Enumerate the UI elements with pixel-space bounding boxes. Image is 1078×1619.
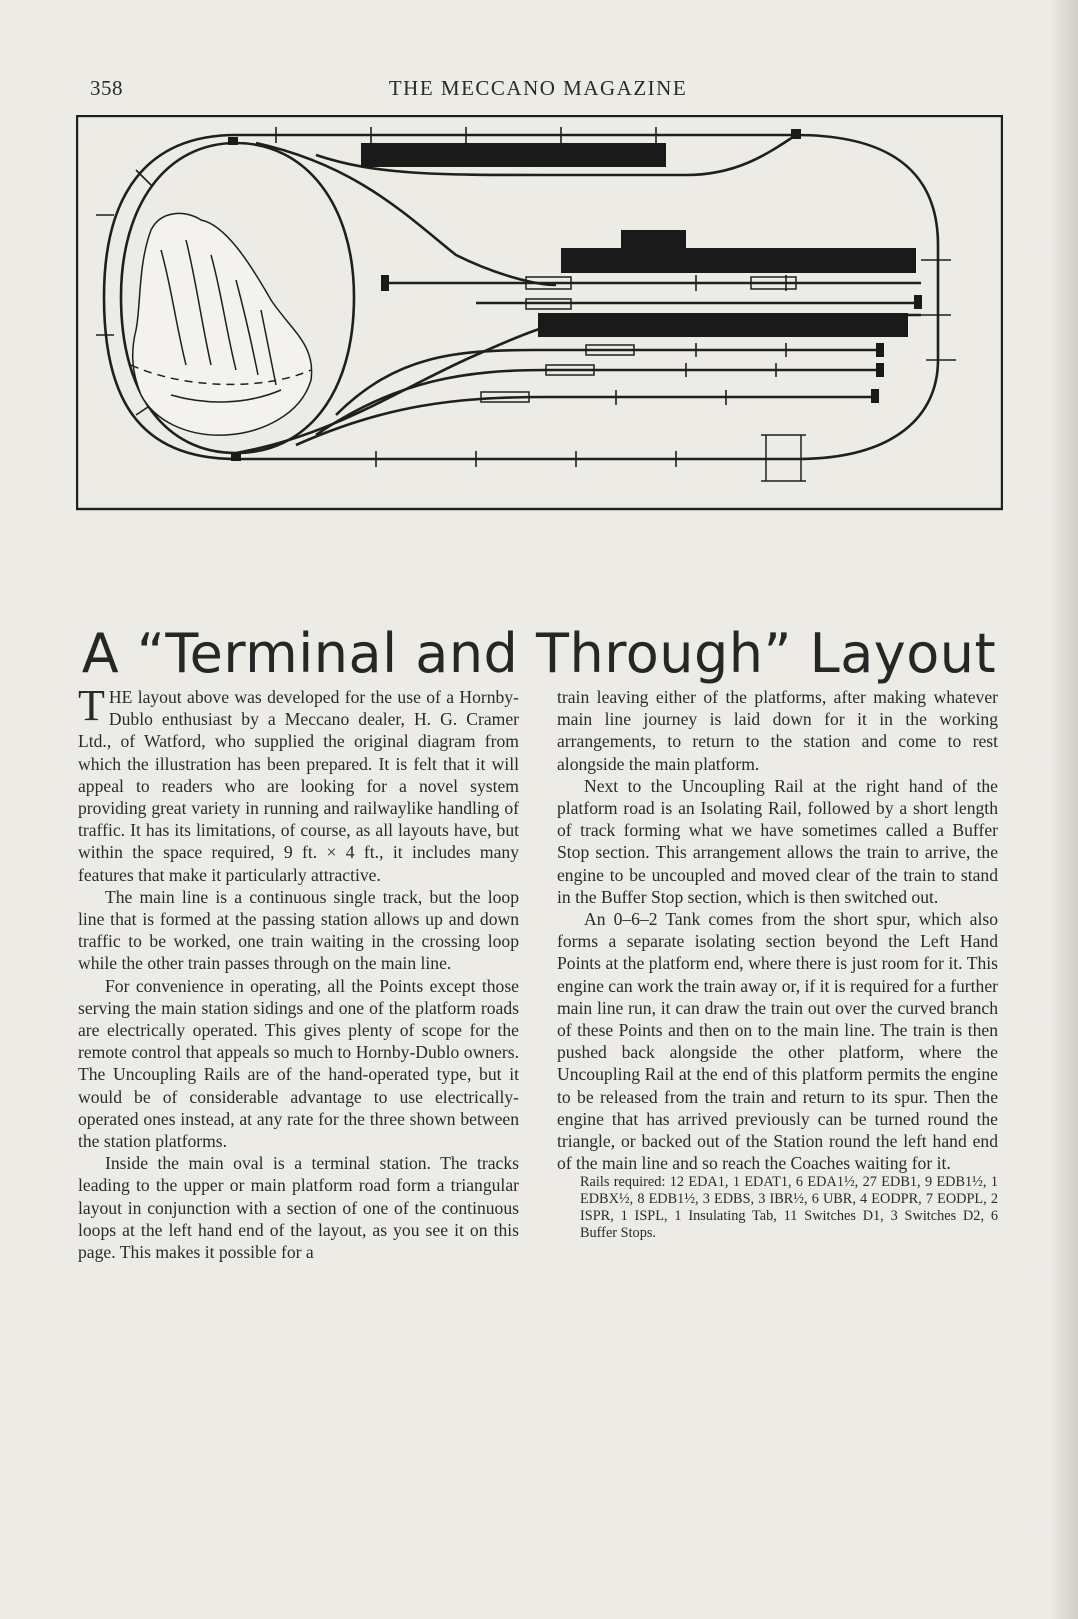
page-header [78, 74, 998, 104]
buffer-stop [791, 129, 801, 139]
rails-required: Rails required: 12 EDA1, 1 EDAT1, 6 EDA1½, 27 EDB1, 9 EDB1½, 1 EDBX½, 8 EDB1½, 3 EDBS, 3 IBR½, 6 UBR, 4 EODPR, 7 EODPL, 2 ISPR, 1 ISPL, 1 Insulating Tab, 11 Switches D1, 3 Switches D2, 6 Buffer Stops. [580, 1174, 998, 1242]
page-number: 358 [90, 76, 123, 100]
buffer-stop [228, 137, 238, 145]
buffer-stop [231, 453, 241, 461]
station-building [621, 230, 686, 252]
left-column [78, 681, 519, 1263]
page-edge-shadow [1050, 0, 1078, 1619]
article-title: A “Terminal and Through” Layout [81, 622, 997, 686]
main-platform [561, 248, 916, 273]
buffer-stop [914, 295, 922, 309]
paragraph-6: Next to the Uncoupling Rail at the right hand of the platform road is an Isolating Rail, followed by a short length of track forming what we have sometimes called a Buffer Stop section. This arrangement allows the train to arrive, the engine to be uncoupled and moved clear of the train to stand in the Buffer Stop section, which is then switched out. [557, 775, 998, 907]
buffer-stop [381, 275, 389, 291]
right-column [557, 686, 998, 1242]
buffer-stop [876, 363, 884, 377]
paragraph-4: Inside the main oval is a terminal station. The tracks leading to the upper or main platform road form a triangular layout in conjunction with a section of one of the continuous loops at the left hand end of the layout, as you see it on this page. This makes it possible for a [78, 1153, 519, 1263]
track-layout-diagram [76, 115, 1003, 526]
drop-cap: T [78, 681, 105, 730]
buffer-stop [871, 389, 879, 403]
tunnel-hill [131, 213, 312, 435]
paragraph-5: train leaving either of the platforms, after making whatever main line journey is laid down for it in the working arrangements, to return to the station and come to rest alongside the main platform. [557, 687, 998, 774]
buffer-stop [876, 343, 884, 357]
paragraph-2: The main line is a continuous single track, but the loop line that is formed at the passing station allows up and down traffic to be worked, one train waiting in the crossing loop while the other train passes through on the main line. [78, 886, 519, 974]
lower-platform [538, 313, 908, 337]
siding-2 [316, 370, 881, 435]
magazine-title: THE MECCANO MAGAZINE [388, 76, 688, 100]
upper-platform [361, 143, 666, 167]
paragraph-7: An 0–6–2 Tank comes from the short spur, which also forms a separate isolating section beyond the Left Hand Points at the platform end, where there is just room for it. This engine can work the train away or, if it is required for a further main line run, it can draw the train out over the curved branch of these Points and then on to the main line. The train is then pushed back alongside the other platform, where the Uncoupling Rail at the end of this platform permits the engine to be released from the train and return to its spur. Then the engine that has arrived previously can be turned round the triangle, or backed out of the Station round the left hand end of the main line and so reach the Coaches waiting for it. [557, 909, 998, 1174]
paragraph-1: THE layout above was developed for the use of a Hornby-Dublo enthusiast by a Meccano dealer, H. G. Cramer Ltd., of Watford, who supplied the original diagram from which the illustration has been prepared. It is felt that it will appeal to readers who are looking for a novel system providing great variety in running and railwaylike handling of traffic. It has its limitations, of course, as all layouts have, but within the space required, 9 ft. × 4 ft., it includes many features that make it particularly attractive. [78, 681, 519, 885]
paragraph-3: For convenience in operating, all the Points except those serving the main station sidings and one of the platform roads are electrically operated. This gives plenty of scope for the remote control that appeals so much to Hornby-Dublo owners. The Uncoupling Rails are of the hand-operated type, but it would be of considerable advantage to use electrically-operated ones instead, at any rate for the three shown between the station platforms. [78, 975, 519, 1152]
siding-3 [296, 397, 876, 445]
